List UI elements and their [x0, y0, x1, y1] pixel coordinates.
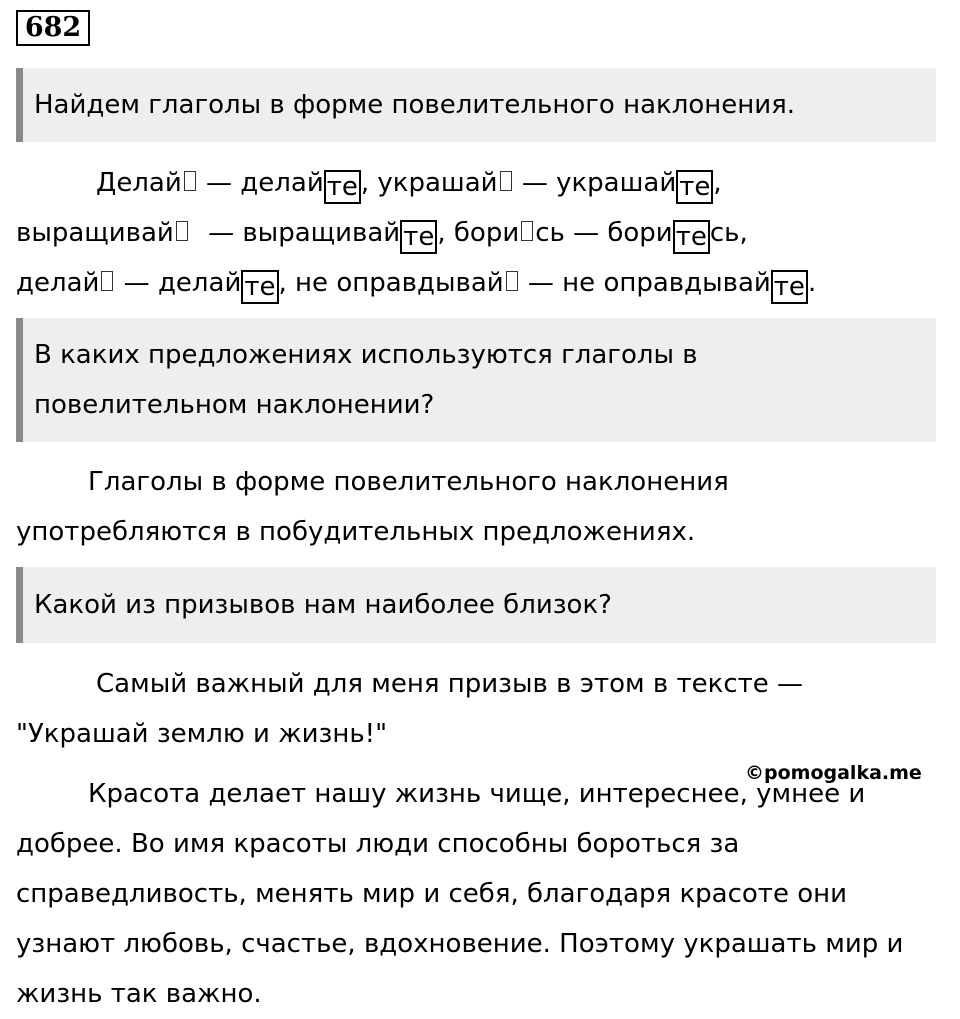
empty-placeholder-icon — [506, 271, 518, 291]
task-number: 682 — [16, 10, 90, 46]
empty-placeholder-icon — [184, 171, 196, 191]
verb-text: , не оправдывай — [278, 268, 504, 298]
verb-text: — делай — [115, 268, 242, 298]
ending-box: те — [673, 220, 710, 254]
ending-box: те — [676, 170, 713, 204]
answer-4-text: Красота делает нашу жизнь чище, интереснее, умнее и добрее. Во имя красоты люди способны бороться за справедливость, менять мир и себя, благодаря красоте они узнают любовь, счастье, вдохновение. Поэтому украшать мир и жизнь так важно. — [16, 779, 904, 1009]
verb-text: , — [713, 168, 722, 198]
watermark: ©pomogalka.me — [745, 762, 922, 784]
empty-placeholder-icon — [101, 271, 113, 291]
question-2-text: В каких предложениях используются глаголы в повелительном наклонении? — [34, 340, 698, 420]
ending-box: те — [324, 170, 361, 204]
ending-box: те — [771, 270, 808, 304]
verb-text: Делай — [96, 168, 182, 198]
question-1 — [16, 68, 936, 142]
answer-1-line-2 — [16, 208, 946, 258]
answer-1-line-3 — [16, 258, 946, 308]
answer-1 — [16, 158, 946, 308]
empty-placeholder-icon — [176, 221, 188, 241]
ending-box: те — [400, 220, 437, 254]
verb-text: выращивай — [16, 218, 174, 248]
answer-4 — [16, 769, 946, 1019]
verb-text: . — [807, 268, 817, 298]
verb-text: — делай — [197, 168, 324, 198]
answer-3 — [16, 659, 896, 759]
answer-2-text: Глаголы в форме повелительного наклонения употребляются в побудительных предложениях. — [16, 467, 729, 547]
answer-1-line-1 — [16, 158, 946, 208]
empty-placeholder-icon — [500, 171, 512, 191]
verb-text: сь, — [709, 218, 748, 248]
ending-box: те — [241, 270, 278, 304]
question-2 — [16, 318, 936, 442]
verb-text: сь — бори — [535, 218, 673, 248]
verb-text: , украшай — [360, 168, 498, 198]
answer-3-text: Самый важный для меня призыв в этом в тексте — "Украшай землю и жизнь!" — [16, 669, 804, 749]
verb-text: — не оправдывай — [519, 268, 771, 298]
question-3 — [16, 567, 936, 643]
empty-placeholder-icon — [521, 221, 533, 241]
question-3-text: Какой из призывов нам наиболее близок? — [34, 590, 612, 620]
question-1-text: Найдем глаголы в форме повелительного наклонения. — [34, 90, 796, 120]
verb-text: делай — [16, 268, 100, 298]
verb-text: — украшай — [513, 168, 677, 198]
verb-text: , бори — [437, 218, 520, 248]
verb-text: — выращивай — [199, 218, 401, 248]
answer-2 — [16, 457, 816, 557]
